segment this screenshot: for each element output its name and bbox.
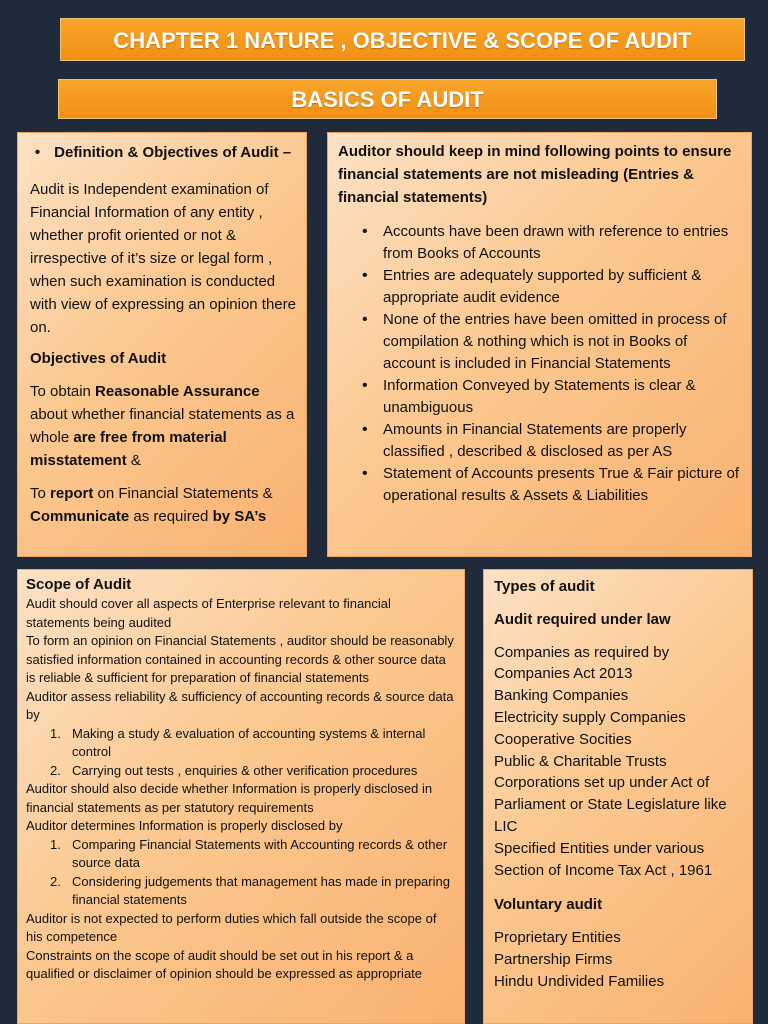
list-item xyxy=(26,725,456,762)
list-number: 1. xyxy=(50,725,61,741)
scope-line: Audit should cover all aspects of Enterprise relevant to financial statements being audited xyxy=(26,596,391,630)
list-number: 2. xyxy=(50,762,61,778)
definition-objectives-panel xyxy=(17,132,307,557)
voluntary-audit-list xyxy=(494,927,744,992)
list-item: Partnership Firms xyxy=(494,950,613,968)
scope-line: Auditor should also decide whether Information is properly disclosed in financial statements as per statutory requirements xyxy=(26,781,433,815)
auditor-points-panel xyxy=(327,132,752,557)
list-item: Electricity supply Companies xyxy=(494,708,686,726)
voluntary-audit-heading: Voluntary audit xyxy=(494,896,603,914)
list-item: Public & Charitable Trusts xyxy=(494,752,667,770)
list-item: • Amounts in Financial Statements are properly classified , described & disclosed as per AS xyxy=(338,419,739,463)
scope-of-audit-panel xyxy=(17,569,465,1024)
obj1-text-1: To obtain xyxy=(30,383,96,400)
points-list xyxy=(338,221,739,507)
list-item: Banking Companies xyxy=(494,687,629,705)
objective-assurance xyxy=(30,380,296,472)
list-number: 2. xyxy=(50,873,61,889)
bullet-icon: • xyxy=(34,144,41,161)
scope-line: Auditor determines Information is properly disclosed by xyxy=(26,818,343,833)
list-item: • Statement of Accounts presents True & Fair picture of operational results & Assets & Liabilities xyxy=(338,463,739,507)
list-item: Corporations set up under Act of Parliament or State Legislature like LIC xyxy=(494,774,727,835)
assess-methods-list xyxy=(26,725,456,781)
disclosure-methods-list xyxy=(26,836,456,910)
list-item: • Entries are adequately supported by sufficient & appropriate audit evidence xyxy=(338,265,739,309)
law-audit-heading: Audit required under law xyxy=(494,610,671,628)
list-item: Specified Entities under various Section of Income Tax Act , 1961 xyxy=(494,839,713,879)
obj1-bold-1: Reasonable Assurance xyxy=(95,383,260,400)
objectives-heading: Objectives of Audit xyxy=(30,350,167,367)
scope-line: Auditor is not expected to perform duties which fall outside the scope of his competence xyxy=(26,910,437,944)
obj2-bold-3: by SA’s xyxy=(212,508,267,525)
types-heading: Types of audit xyxy=(494,578,595,595)
list-item-text: Carrying out tests , enquiries & other verification procedures xyxy=(72,762,418,778)
list-item: • Information Conveyed by Statements is clear & unambiguous xyxy=(338,375,739,419)
obj2-text-3: as required xyxy=(129,508,213,525)
obj2-bold-2: Communicate xyxy=(30,508,130,525)
section-title-banner: BASICS OF AUDIT xyxy=(58,79,717,119)
definition-heading-text: Definition & Objectives of Audit – xyxy=(54,144,292,161)
obj2-bold-1: report xyxy=(50,485,94,502)
scope-line: To form an opinion on Financial Statements , auditor should be reasonably satisfied information contained in accounting records & other source data is reliable & sufficient for preparation of financial statements xyxy=(26,633,454,685)
obj1-text-2: about whether financial statements as a whole xyxy=(30,406,295,446)
list-item-text: Considering judgements that management has made in preparing financial statements xyxy=(72,873,450,907)
types-of-audit-panel xyxy=(483,569,753,1024)
list-item: Companies as required by Companies Act 2013 xyxy=(494,643,670,683)
chapter-title-banner: CHAPTER 1 NATURE , OBJECTIVE & SCOPE OF AUDIT xyxy=(60,18,745,61)
scope-heading: Scope of Audit xyxy=(26,576,132,593)
list-item xyxy=(26,873,456,910)
list-item: Proprietary Entities xyxy=(494,929,621,947)
list-number: 1. xyxy=(50,836,61,852)
list-item xyxy=(26,762,456,781)
list-item-text: Making a study & evaluation of accounting systems & internal control xyxy=(72,725,426,759)
points-heading: Auditor should keep in mind following points to ensure financial statements are not misleading (Entries & financial statements) xyxy=(338,143,732,206)
definition-heading xyxy=(30,141,296,164)
obj1-bold-2: are free from material misstatement xyxy=(30,429,227,469)
scope-line: Constraints on the scope of audit should be set out in his report & a qualified or disclaimer of opinion should be expressed as appropriate xyxy=(26,947,423,981)
scope-line: Auditor assess reliability & sufficiency of accounting records & source data by xyxy=(26,688,454,722)
obj2-text-2: on Financial Statements & xyxy=(93,485,273,502)
list-item-text: Comparing Financial Statements with Accounting records & other source data xyxy=(72,836,448,870)
definition-text: Audit is Independent examination of Financial Information of any entity , whether profit oriented or not & irrespective of it’s size or legal form , when such examination is conducted with view of expressing an opinion there on. xyxy=(30,181,296,336)
obj2-text-1: To xyxy=(30,485,51,502)
obj1-text-3: & xyxy=(126,452,141,469)
list-item: • Accounts have been drawn with reference to entries from Books of Accounts xyxy=(338,221,739,265)
list-item: Hindu Undivided Families xyxy=(494,972,665,990)
objective-report xyxy=(30,482,296,528)
list-item xyxy=(26,836,456,873)
list-item: Cooperative Socities xyxy=(494,730,632,748)
law-audit-list xyxy=(494,642,744,882)
list-item: • None of the entries have been omitted in process of compilation & nothing which is not in Books of account is included in Financial Statements xyxy=(338,309,739,375)
